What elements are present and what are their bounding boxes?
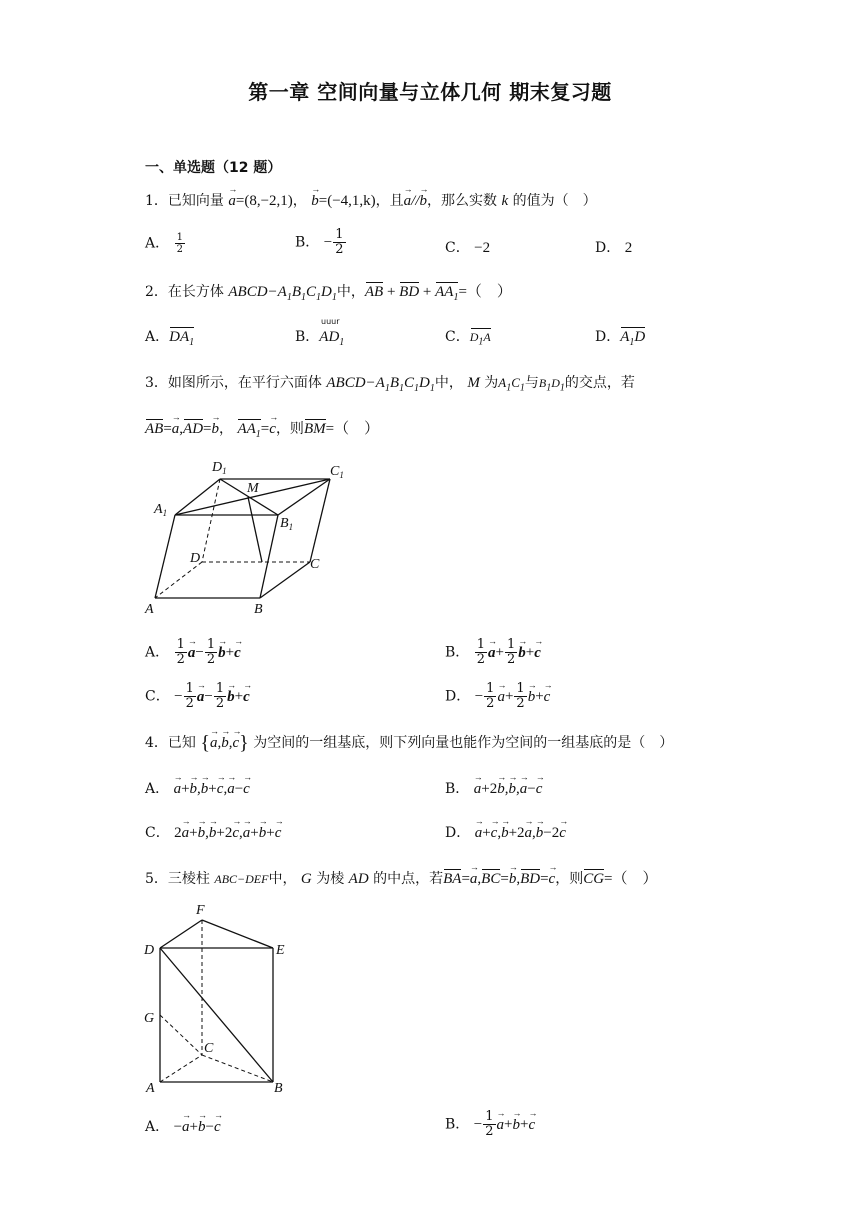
question-text: 已知向量 (167, 193, 224, 209)
question-text: 的值为（ ） (512, 193, 597, 209)
q2-option-b[interactable]: B．$AD_1$ (295, 329, 345, 348)
q2-option-a[interactable]: A．$DA_1$ (145, 329, 195, 348)
section-heading: 一、单选题（12 题） (145, 160, 282, 176)
label-E: E (276, 943, 285, 958)
fraction: $\frac{1}{2}$ (335, 227, 344, 257)
q1-option-b[interactable]: B． − $\frac{1}{2}$ (295, 227, 344, 257)
label-B: B (254, 602, 263, 615)
q4-option-c[interactable]: C． 2→ a+→ b,→ b+2→ c,→ a+→ b+→ c (145, 822, 281, 842)
question-3-cont: AB=→ a,AD=→ b， $AA_1=\to c$，则BM=（ ） (145, 417, 379, 440)
parallelepiped-figure (140, 455, 360, 615)
question-3: 3．如图所示，在平行六面体 $ABCD-A_1B_1C_1D_1$中， M 为$A_1C_1$与$B_1D_1$的交点，若 (145, 375, 635, 394)
q3-option-a[interactable]: A． $\frac{1}{2}$ → a− $\frac{1}{2}$ → b+→ c (145, 638, 241, 667)
label-G: G (144, 1011, 155, 1026)
q2-option-d[interactable]: D．$A_1D$ (595, 329, 646, 348)
q4-option-a[interactable]: A． → a+→ b,→ b+→ c,→ a−→ c (145, 778, 250, 798)
uuur-artifact: uuur (321, 317, 340, 326)
q5-option-b[interactable]: B． − $\frac{1}{2}$ → a+→ b+→ c (445, 1110, 535, 1139)
label-A: A (146, 1081, 155, 1095)
label-D: D (144, 943, 155, 958)
vector-b-value: (−4,1,k) (327, 193, 376, 209)
question-text: ，那么实数 (427, 193, 498, 209)
label-C: C (310, 557, 320, 572)
page-title: 第一章 空间向量与立体几何 期末复习题 (248, 80, 612, 104)
label-B1: $B_1$ (280, 516, 294, 532)
variable-k: k (501, 193, 509, 209)
label-D1: $D_1$ (212, 460, 227, 476)
question-2: 2．在长方体 $ABCD-A_1B_1C_1D_1$中，AB + BD + $AA_1=$（ ） (145, 284, 512, 303)
q3-option-d[interactable]: D． − $\frac{1}{2}$ → a+ $\frac{1}{2}$ → b+→ c (445, 682, 550, 711)
label-A1: $A_1$ (154, 502, 168, 518)
label-A: A (145, 602, 154, 615)
question-number: 1． (145, 193, 168, 209)
label-M: M (247, 481, 259, 496)
q2-option-c[interactable]: C．$D_1A$ (445, 329, 491, 348)
vector-a-value: (8,−2,1) (244, 193, 293, 209)
question-text: ，且 (375, 193, 404, 209)
q3-option-c[interactable]: C． − $\frac{1}{2}$ → a− $\frac{1}{2}$ → b+→ c (145, 682, 250, 711)
label-D: D (190, 551, 201, 566)
label-F: F (196, 903, 205, 918)
fraction: $\frac{1}{2}$ (176, 232, 183, 255)
triangular-prism-figure (140, 900, 300, 1095)
q1-option-a[interactable]: A． $\frac{1}{2}$ (145, 232, 183, 255)
question-1: 1．已知向量 → a=(8,−2,1)， → b=(−4,1,k)，且→ a//→ b，那么实数 k 的值为（ ） (145, 190, 597, 210)
question-5: 5．三棱柱 ABC−DEF中， G 为棱 AD 的中点，若BA=→ a,BC=→ b,BD=→ c，则CG=（ ） (145, 867, 658, 888)
q1-option-d[interactable]: D． 2 (595, 240, 633, 256)
label-B: B (274, 1081, 283, 1095)
label-C1: $C_1$ (330, 464, 344, 480)
solid-name: $ABCD-A_1B_1C_1D_1$ (228, 284, 337, 303)
q4-option-d[interactable]: D． → a+→ c,→ b+2→ a,→ b−2→ c (445, 822, 566, 842)
q4-option-b[interactable]: B． → a+2→ b,→ b,→ a−→ c (445, 778, 542, 798)
q5-option-a[interactable]: A． −→ a+→ b−→ c (145, 1116, 221, 1136)
question-4: 4．已知 {→ a,→ b,→ c} 为空间的一组基底，则下列向量也能作为空间的一组基底的是（ ） (145, 732, 673, 755)
label-C: C (204, 1041, 214, 1056)
q1-option-c[interactable]: C． −2 (445, 240, 491, 256)
q3-option-b[interactable]: B． $\frac{1}{2}$ → a+ $\frac{1}{2}$ → b+→ c (445, 638, 541, 667)
